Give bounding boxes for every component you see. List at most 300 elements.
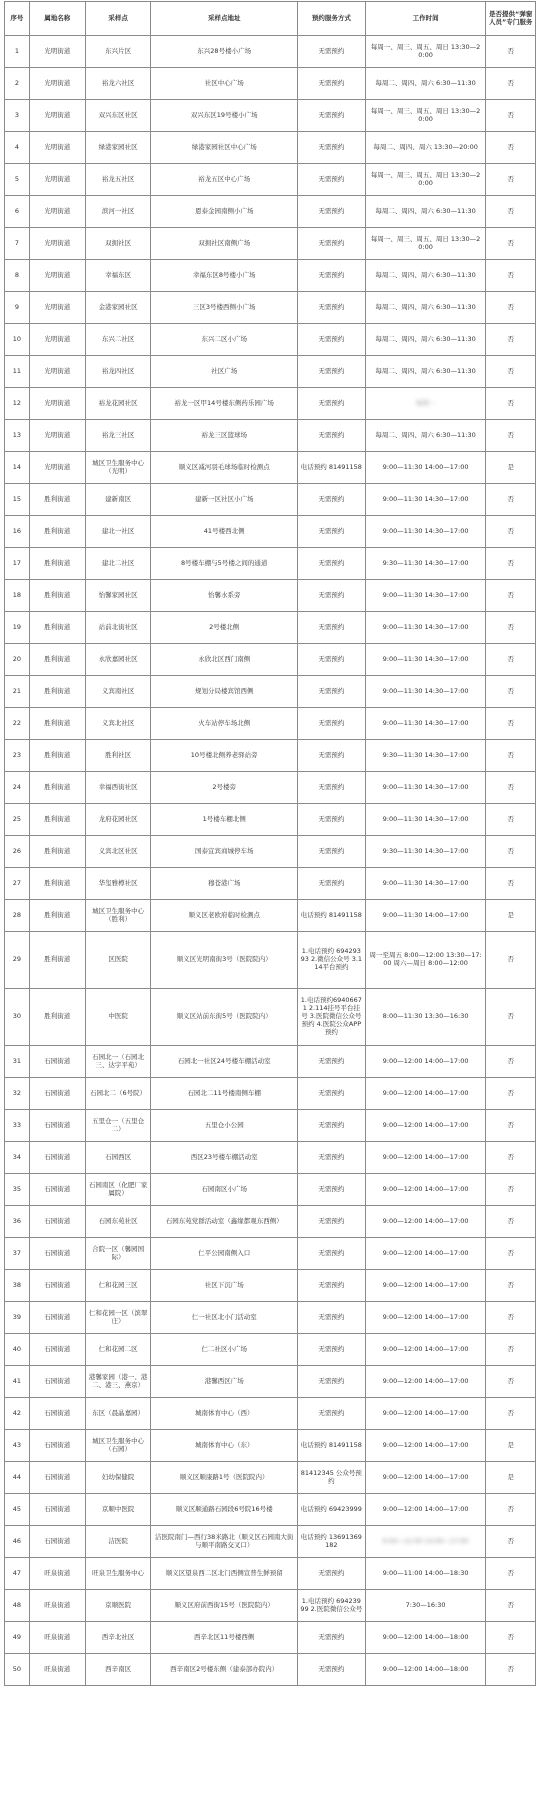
cell-district: 光明街道: [29, 260, 85, 292]
cell-site: 石园东苑社区: [85, 1206, 151, 1238]
cell-no: 4: [5, 132, 30, 164]
cell-no: 43: [5, 1430, 30, 1462]
cell-district: 胜利街道: [29, 932, 85, 989]
cell-address: 西辛北区11号楼西侧: [151, 1622, 297, 1654]
cell-district: 光明街道: [29, 164, 85, 196]
cell-appointment: 无需预约: [297, 1174, 365, 1206]
cell-appointment: 无需预约: [297, 804, 365, 836]
cell-work-time: 每周二、周四、周六 6:30—11:30: [365, 420, 486, 452]
cell-work-time: [365, 388, 486, 420]
cell-site: 绿港家园社区: [85, 132, 151, 164]
cell-work-time: 9:30—11:30 14:30—17:00: [365, 548, 486, 580]
table-body: [5, 36, 536, 1686]
cell-address: 五里仓小公园: [151, 1110, 297, 1142]
cell-no: 21: [5, 676, 30, 708]
cell-no: 32: [5, 1078, 30, 1110]
cell-no: 42: [5, 1398, 30, 1430]
cell-no: 16: [5, 516, 30, 548]
cell-work-time: 7:30—16:30: [365, 1590, 486, 1622]
cell-site: 建新南区: [85, 484, 151, 516]
cell-appointment: 电话预约 81491158: [297, 900, 365, 932]
cell-no: 37: [5, 1238, 30, 1270]
cell-address: 国泰宜宾商城停车场: [151, 836, 297, 868]
cell-work-time: 9:00—12:00 14:00—17:00: [365, 1046, 486, 1078]
cell-site: 五里仓一（五里仓二）: [85, 1110, 151, 1142]
cell-address: 绿港家园社区中心广场: [151, 132, 297, 164]
cell-work-time: 每周二、周四、周六 6:30—11:30: [365, 196, 486, 228]
cell-appointment: 无需预约: [297, 324, 365, 356]
cell-appointment: 无需预约: [297, 1238, 365, 1270]
table-row: [5, 388, 536, 420]
cell-district: 胜利街道: [29, 772, 85, 804]
cell-address: 2号楼旁: [151, 772, 297, 804]
table-row: [5, 932, 536, 989]
cell-no: 44: [5, 1462, 30, 1494]
cell-special-service: 否: [486, 260, 536, 292]
cell-appointment: 无需预约: [297, 1622, 365, 1654]
cell-site: 合院一区（馨园国际）: [85, 1238, 151, 1270]
cell-no: 11: [5, 356, 30, 388]
blurred-text: 每周一: [415, 398, 436, 407]
cell-work-time: 每周二、周四、周六 13:30—20:00: [365, 132, 486, 164]
cell-work-time: 9:00—12:00 14:00—17:00: [365, 1334, 486, 1366]
cell-address: 东兴二区小广场: [151, 324, 297, 356]
table-row: [5, 36, 536, 68]
cell-special-service: 否: [486, 1590, 536, 1622]
cell-address: 顺义区望泉西二区北门西侧宣普生鲜预留: [151, 1558, 297, 1590]
header-appointment: 预约服务方式: [297, 2, 365, 36]
cell-appointment: 无需预约: [297, 100, 365, 132]
cell-district: 胜利街道: [29, 900, 85, 932]
cell-district: 胜利街道: [29, 580, 85, 612]
cell-no: 2: [5, 68, 30, 100]
cell-district: 石园街道: [29, 1142, 85, 1174]
cell-work-time: 9:00—11:30 14:30—17:00: [365, 516, 486, 548]
cell-district: 光明街道: [29, 452, 85, 484]
cell-site: 永欣嘉园社区: [85, 644, 151, 676]
cell-special-service: 否: [486, 1206, 536, 1238]
table-row: [5, 1174, 536, 1206]
cell-work-time: 9:00—11:30 14:30—17:00: [365, 804, 486, 836]
cell-district: 石园街道: [29, 1206, 85, 1238]
cell-no: 39: [5, 1302, 30, 1334]
cell-no: 17: [5, 548, 30, 580]
cell-no: 6: [5, 196, 30, 228]
cell-appointment: 无需预约: [297, 740, 365, 772]
cell-site: 石园北一（石园北三、达宇平苑）: [85, 1046, 151, 1078]
cell-site: 旺泉卫生服务中心: [85, 1558, 151, 1590]
cell-work-time: 9:00—12:00 14:00—17:00: [365, 1430, 486, 1462]
cell-address: 10号楼北侧养老驿站旁: [151, 740, 297, 772]
cell-work-time: 每周一、周三、周五、周日 13:30—20:00: [365, 228, 486, 260]
cell-appointment: 1.电话预约 69423999 2.医院微信公众号: [297, 1590, 365, 1622]
cell-appointment: 无需预约: [297, 1078, 365, 1110]
table-row: [5, 1238, 536, 1270]
cell-site: 裕龙花园社区: [85, 388, 151, 420]
cell-site: 龙府花园社区: [85, 804, 151, 836]
cell-address: 仁二社区小广场: [151, 1334, 297, 1366]
cell-appointment: 无需预约: [297, 68, 365, 100]
cell-no: 1: [5, 36, 30, 68]
cell-site: 站前北街社区: [85, 612, 151, 644]
header-site: 采样点: [85, 2, 151, 36]
cell-special-service: 否: [486, 388, 536, 420]
cell-work-time: 9:00—12:00 14:00—18:00: [365, 1654, 486, 1686]
cell-no: 15: [5, 484, 30, 516]
cell-address: 港馨西区广场: [151, 1366, 297, 1398]
table-header-row: [5, 2, 536, 36]
cell-district: 胜利街道: [29, 516, 85, 548]
cell-special-service: 否: [486, 132, 536, 164]
cell-address: 穆苍港广场: [151, 868, 297, 900]
cell-district: 石园街道: [29, 1046, 85, 1078]
cell-district: 光明街道: [29, 292, 85, 324]
cell-site: 京顺医院: [85, 1590, 151, 1622]
table-row: [5, 1046, 536, 1078]
cell-site: 城区卫生服务中心（光明）: [85, 452, 151, 484]
cell-address: 社区中心广场: [151, 68, 297, 100]
cell-special-service: 否: [486, 228, 536, 260]
cell-district: 光明街道: [29, 36, 85, 68]
cell-work-time: 9:00—12:00 14:00—17:00: [365, 1238, 486, 1270]
table-row: [5, 676, 536, 708]
cell-site: 区医院: [85, 932, 151, 989]
table-row: [5, 1206, 536, 1238]
table-row: [5, 1366, 536, 1398]
cell-work-time: [365, 1526, 486, 1558]
cell-address: 石园北一社区24号楼车棚活动室: [151, 1046, 297, 1078]
cell-appointment: 无需预约: [297, 1142, 365, 1174]
cell-no: 27: [5, 868, 30, 900]
cell-no: 18: [5, 580, 30, 612]
cell-no: 46: [5, 1526, 30, 1558]
table-row: [5, 1110, 536, 1142]
cell-no: 8: [5, 260, 30, 292]
cell-appointment: 无需预约: [297, 356, 365, 388]
cell-no: 22: [5, 708, 30, 740]
cell-work-time: 9:00—12:00 14:00—17:00: [365, 1110, 486, 1142]
cell-site: 石园西区: [85, 1142, 151, 1174]
cell-district: 胜利街道: [29, 836, 85, 868]
cell-work-time: 9:00—11:30 14:30—17:00: [365, 708, 486, 740]
cell-work-time: 9:00—12:00 14:00—17:00: [365, 1302, 486, 1334]
cell-site: 幸福东区: [85, 260, 151, 292]
table-row: [5, 772, 536, 804]
cell-appointment: 无需预约: [297, 196, 365, 228]
cell-district: 光明街道: [29, 132, 85, 164]
table-row: [5, 644, 536, 676]
cell-district: 石园街道: [29, 1366, 85, 1398]
cell-address: 社区广场: [151, 356, 297, 388]
cell-work-time: 9:00—11:30 14:30—17:00: [365, 772, 486, 804]
cell-site: 义宾南社区: [85, 676, 151, 708]
cell-work-time: 9:00—12:00 14:00—17:00: [365, 1142, 486, 1174]
header-address: 采样点地址: [151, 2, 297, 36]
cell-special-service: 否: [486, 740, 536, 772]
cell-work-time: 9:00—12:00 14:00—17:00: [365, 1494, 486, 1526]
cell-appointment: 无需预约: [297, 772, 365, 804]
cell-address: 规划分局楼宾馆西侧: [151, 676, 297, 708]
table-row: [5, 1398, 536, 1430]
table-row: [5, 420, 536, 452]
cell-site: 仁和花园二区: [85, 1334, 151, 1366]
cell-work-time: 9:30—11:30 14:30—17:00: [365, 836, 486, 868]
sampling-sites-table: [4, 1, 536, 1686]
cell-special-service: 否: [486, 1142, 536, 1174]
cell-appointment: 1.电话预约69406671 2.114挂号平台挂号 3.医院微信公众号预约 4.医院公众APP预约: [297, 989, 365, 1046]
table-row: [5, 1270, 536, 1302]
table-row: [5, 1494, 536, 1526]
table-row: [5, 1462, 536, 1494]
cell-work-time: 每周一、周三、周五、周日 13:30—20:00: [365, 100, 486, 132]
cell-work-time: 9:00—11:30 14:30—17:00: [365, 612, 486, 644]
cell-address: 石园南区小广场: [151, 1174, 297, 1206]
cell-special-service: 否: [486, 1398, 536, 1430]
cell-address: 顺义区顺康路1号（医院院内）: [151, 1462, 297, 1494]
cell-district: 石园街道: [29, 1494, 85, 1526]
cell-district: 胜利街道: [29, 989, 85, 1046]
table-row: [5, 68, 536, 100]
cell-appointment: 无需预约: [297, 484, 365, 516]
cell-district: 石园街道: [29, 1398, 85, 1430]
cell-district: 旺泉街道: [29, 1622, 85, 1654]
cell-no: 38: [5, 1270, 30, 1302]
cell-site: 双兴东区社区: [85, 100, 151, 132]
cell-special-service: 否: [486, 484, 536, 516]
table-row: [5, 452, 536, 484]
table-row: [5, 1142, 536, 1174]
cell-district: 光明街道: [29, 388, 85, 420]
cell-work-time: 每周二、周四、周六 6:30—11:30: [365, 356, 486, 388]
cell-site: 胜利社区: [85, 740, 151, 772]
cell-district: 旺泉街道: [29, 1654, 85, 1686]
cell-no: 48: [5, 1590, 30, 1622]
cell-site: 港馨家园（港一、港二、港三、燕京）: [85, 1366, 151, 1398]
cell-appointment: 无需预约: [297, 1366, 365, 1398]
table-row: [5, 1590, 536, 1622]
cell-special-service: 否: [486, 516, 536, 548]
cell-address: 裕龙一区甲14号楼东侧药乐园广场: [151, 388, 297, 420]
cell-appointment: 无需预约: [297, 388, 365, 420]
cell-site: 妇幼保健院: [85, 1462, 151, 1494]
cell-site: 义宾北区社区: [85, 836, 151, 868]
cell-no: 26: [5, 836, 30, 868]
cell-no: 29: [5, 932, 30, 989]
cell-district: 胜利街道: [29, 612, 85, 644]
cell-site: 裕龙六社区: [85, 68, 151, 100]
cell-site: 华玺雅樽社区: [85, 868, 151, 900]
cell-address: 顺义区光明南街3号（医院院内）: [151, 932, 297, 989]
cell-special-service: 是: [486, 452, 536, 484]
cell-no: 36: [5, 1206, 30, 1238]
cell-appointment: 无需预约: [297, 228, 365, 260]
cell-district: 石园街道: [29, 1238, 85, 1270]
table-row: [5, 1558, 536, 1590]
cell-special-service: 否: [486, 196, 536, 228]
cell-appointment: 无需预约: [297, 580, 365, 612]
cell-district: 胜利街道: [29, 708, 85, 740]
cell-work-time: 8:00—11:30 13:30—16:30: [365, 989, 486, 1046]
table-header: [5, 2, 536, 36]
cell-special-service: 否: [486, 1046, 536, 1078]
cell-work-time: 每周二、周四、周六 6:30—11:30: [365, 68, 486, 100]
cell-special-service: 否: [486, 836, 536, 868]
cell-no: 7: [5, 228, 30, 260]
cell-site: 裕龙三社区: [85, 420, 151, 452]
cell-site: 裕龙四社区: [85, 356, 151, 388]
cell-special-service: 否: [486, 932, 536, 989]
cell-work-time: 9:00—12:00 14:00—17:00: [365, 1398, 486, 1430]
cell-special-service: 否: [486, 772, 536, 804]
cell-special-service: 否: [486, 989, 536, 1046]
cell-district: 石园街道: [29, 1078, 85, 1110]
cell-special-service: 否: [486, 164, 536, 196]
table-row: [5, 836, 536, 868]
table-row: [5, 868, 536, 900]
cell-appointment: 无需预约: [297, 708, 365, 740]
cell-work-time: 9:00—11:30 14:30—17:00: [365, 868, 486, 900]
cell-district: 石园街道: [29, 1334, 85, 1366]
cell-district: 光明街道: [29, 68, 85, 100]
cell-no: 47: [5, 1558, 30, 1590]
table-row: [5, 612, 536, 644]
table-row: [5, 228, 536, 260]
cell-appointment: 无需预约: [297, 1334, 365, 1366]
cell-work-time: 每周二、周四、周六 6:30—11:30: [365, 324, 486, 356]
cell-special-service: 否: [486, 1366, 536, 1398]
cell-no: 20: [5, 644, 30, 676]
cell-site: 西辛南区: [85, 1654, 151, 1686]
cell-appointment: 电话预约 69423999: [297, 1494, 365, 1526]
cell-district: 光明街道: [29, 420, 85, 452]
cell-no: 28: [5, 900, 30, 932]
cell-appointment: 无需预约: [297, 1270, 365, 1302]
cell-appointment: 无需预约: [297, 516, 365, 548]
cell-appointment: 无需预约: [297, 260, 365, 292]
sampling-sites-document: [4, 1, 536, 1799]
cell-district: 石园街道: [29, 1462, 85, 1494]
cell-address: 裕龙五区中心广场: [151, 164, 297, 196]
cell-special-service: 否: [486, 612, 536, 644]
cell-appointment: 无需预约: [297, 644, 365, 676]
cell-no: 14: [5, 452, 30, 484]
cell-special-service: 否: [486, 804, 536, 836]
cell-district: 光明街道: [29, 356, 85, 388]
header-work-time: 工作时间: [365, 2, 486, 36]
table-row: [5, 804, 536, 836]
cell-address: 城南体育中心（东）: [151, 1430, 297, 1462]
cell-address: 顺义区府前西街15号（医院院内）: [151, 1590, 297, 1622]
cell-district: 石园街道: [29, 1302, 85, 1334]
cell-address: 洁医院南门—西行38米路北（顺义区石园南大街与顺平南路交叉口）: [151, 1526, 297, 1558]
cell-district: 光明街道: [29, 228, 85, 260]
cell-no: 9: [5, 292, 30, 324]
cell-special-service: 是: [486, 1430, 536, 1462]
cell-site: 京顺中医院: [85, 1494, 151, 1526]
cell-appointment: 81412345 公众号预约: [297, 1462, 365, 1494]
cell-no: 31: [5, 1046, 30, 1078]
cell-address: 双拥社区南侧广场: [151, 228, 297, 260]
cell-address: 建新一区社区小广场: [151, 484, 297, 516]
cell-appointment: 无需预约: [297, 164, 365, 196]
table-row: [5, 196, 536, 228]
cell-special-service: 否: [486, 420, 536, 452]
table-row: [5, 1526, 536, 1558]
cell-appointment: 无需预约: [297, 1398, 365, 1430]
cell-special-service: 否: [486, 1558, 536, 1590]
cell-appointment: 无需预约: [297, 1302, 365, 1334]
cell-address: 幸福东区8号楼小广场: [151, 260, 297, 292]
cell-special-service: 否: [486, 644, 536, 676]
cell-work-time: 9:00—11:30 14:30—17:00: [365, 676, 486, 708]
cell-site: 滨河一社区: [85, 196, 151, 228]
cell-address: 顺义区老欧府临时检测点: [151, 900, 297, 932]
cell-address: 顺义区顺通路石园段6号院16号楼: [151, 1494, 297, 1526]
cell-site: 石园北二（6号院）: [85, 1078, 151, 1110]
cell-address: 1号楼车棚北侧: [151, 804, 297, 836]
cell-no: 23: [5, 740, 30, 772]
cell-work-time: 9:00—12:00 14:00—17:00: [365, 1206, 486, 1238]
table-row: [5, 164, 536, 196]
cell-work-time: 9:00—12:00 14:00—17:00: [365, 1462, 486, 1494]
cell-special-service: 否: [486, 708, 536, 740]
cell-special-service: 否: [486, 1174, 536, 1206]
cell-district: 胜利街道: [29, 644, 85, 676]
cell-address: 双兴东区19号楼小广场: [151, 100, 297, 132]
cell-work-time: 周一至周五 8:00—12:00 13:30—17:00 周六—周日 8:00—12:00: [365, 932, 486, 989]
cell-address: 8号楼车棚与5号楼之间的通道: [151, 548, 297, 580]
cell-appointment: 无需预约: [297, 420, 365, 452]
cell-no: 13: [5, 420, 30, 452]
cell-no: 50: [5, 1654, 30, 1686]
cell-work-time: 每周二、周四、周六 6:30—11:30: [365, 260, 486, 292]
table-row: [5, 740, 536, 772]
table-row: [5, 900, 536, 932]
table-row: [5, 260, 536, 292]
cell-site: 幸福西街社区: [85, 772, 151, 804]
cell-district: 石园街道: [29, 1526, 85, 1558]
cell-site: 城区卫生服务中心（石园）: [85, 1430, 151, 1462]
cell-special-service: 否: [486, 1654, 536, 1686]
table-row: [5, 516, 536, 548]
cell-work-time: 9:30—11:30 14:30—17:00: [365, 740, 486, 772]
blurred-text: 9:00—12:00 14:00—17:00: [382, 1536, 469, 1545]
cell-district: 胜利街道: [29, 868, 85, 900]
cell-site: 中医院: [85, 989, 151, 1046]
cell-work-time: 9:00—12:00 14:00—17:00: [365, 1174, 486, 1206]
cell-work-time: 9:00—11:00 14:00—18:30: [365, 1558, 486, 1590]
cell-address: 社区下沉广场: [151, 1270, 297, 1302]
cell-site: 东区（晨晶嘉园）: [85, 1398, 151, 1430]
cell-special-service: 否: [486, 676, 536, 708]
cell-no: 41: [5, 1366, 30, 1398]
table-row: [5, 484, 536, 516]
cell-address: 城南体育中心（西）: [151, 1398, 297, 1430]
cell-special-service: 否: [486, 1078, 536, 1110]
cell-no: 19: [5, 612, 30, 644]
cell-address: 41号楼西北侧: [151, 516, 297, 548]
cell-appointment: 无需预约: [297, 548, 365, 580]
cell-work-time: 每周一、周三、周五、周日 13:30—20:00: [365, 164, 486, 196]
cell-site: 石园南区（化肥厂家属院）: [85, 1174, 151, 1206]
cell-work-time: 9:00—12:00 14:00—17:00: [365, 1366, 486, 1398]
cell-site: 仁和花园三区: [85, 1270, 151, 1302]
table-row: [5, 989, 536, 1046]
cell-district: 石园街道: [29, 1270, 85, 1302]
table-row: [5, 548, 536, 580]
cell-special-service: 否: [486, 1622, 536, 1654]
cell-address: 裕龙三区篮球场: [151, 420, 297, 452]
